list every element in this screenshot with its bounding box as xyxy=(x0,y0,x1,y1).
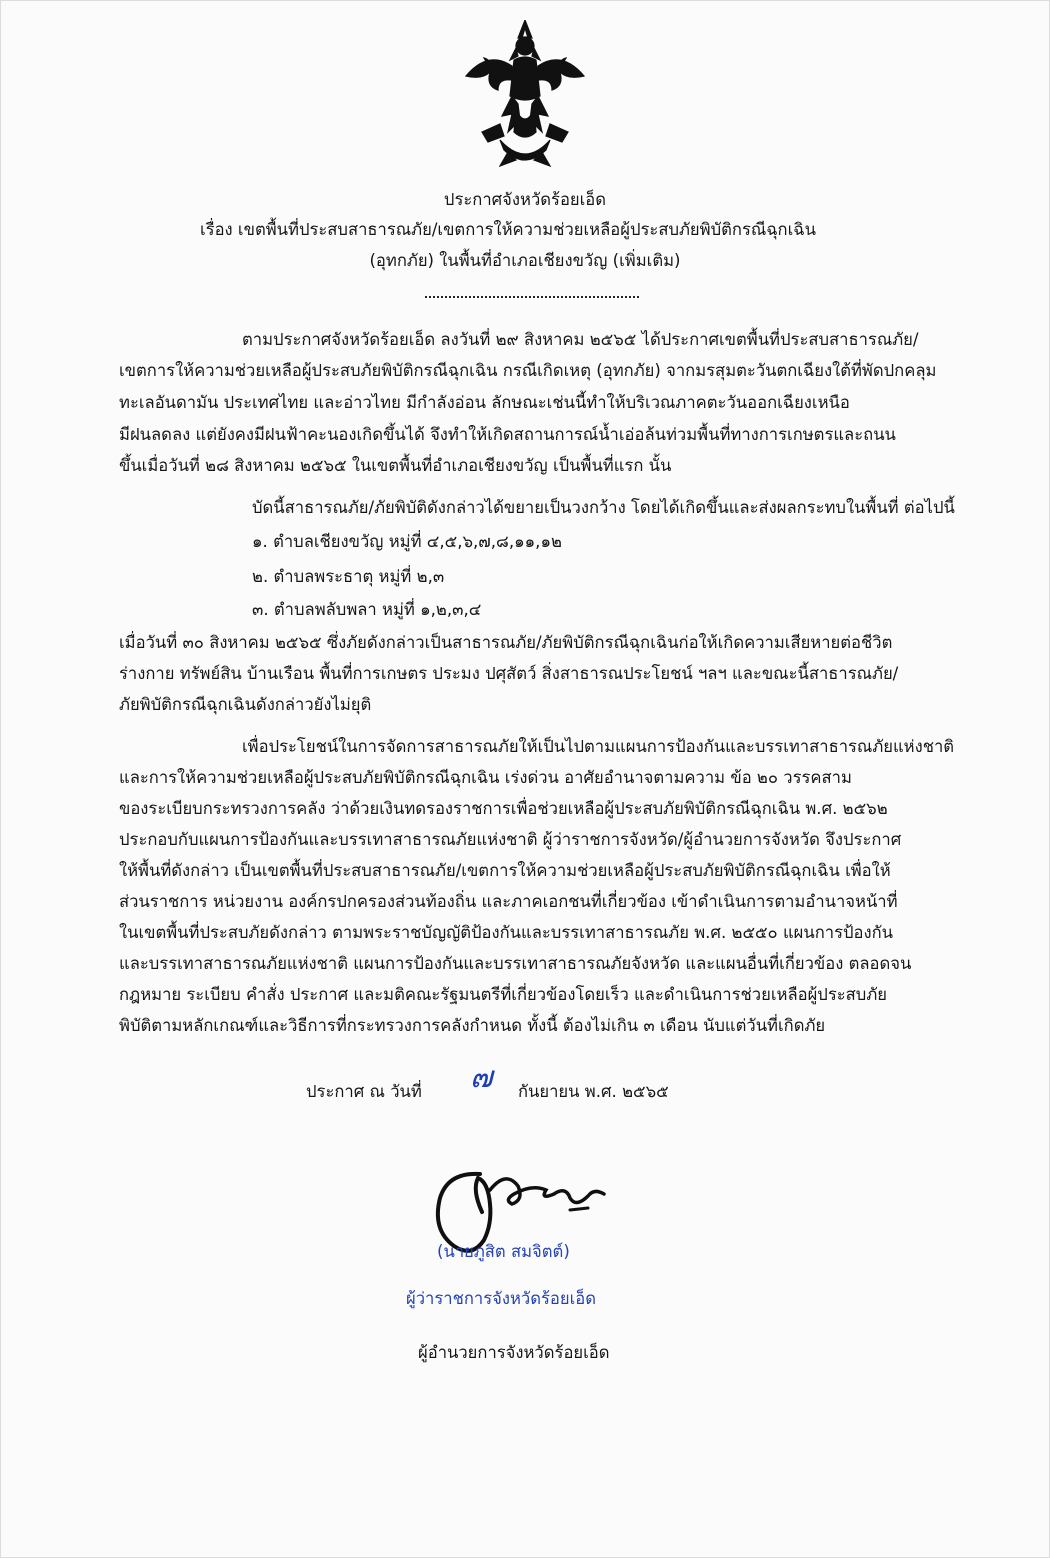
para3-line: ประกอบกับแผนการป้องกันและบรรเทาสาธารณภัยแห่งชาติ ผู้ว่าราชการจังหวัด/ผู้อำนวยการจังหวัด จึงประกาศ xyxy=(119,830,902,849)
para1-line: ตามประกาศจังหวัดร้อยเอ็ด ลงวันที่ ๒๙ สิงหาคม ๒๕๖๕ ได้ประกาศเขตพื้นที่ประสบสาธารณภัย/ xyxy=(242,330,919,349)
divider xyxy=(425,296,639,298)
para1-line: ขึ้นเมื่อวันที่ ๒๘ สิงหาคม ๒๕๖๕ ในเขตพื้นที่อำเภอเชียงขวัญ เป็นพื้นที่แรก นั้น xyxy=(119,456,672,475)
date-suffix: กันยายน พ.ศ. ๒๕๖๕ xyxy=(518,1082,669,1101)
subject-line-2: (อุทกภัย) ในพื้นที่อำเภอเชียงขวัญ (เพิ่มเติม) xyxy=(369,251,681,270)
para1-line: ทะเลอันดามัน ประเทศไทย และอ่าวไทย มีกำลังอ่อน ลักษณะเช่นนี้ทำให้บริเวณภาคตะวันออกเฉียงเหนือ xyxy=(119,393,850,412)
para3-line: ของระเบียบกระทรวงการคลัง ว่าด้วยเงินทดรองราชการเพื่อช่วยเหลือผู้ประสบภัยพิบัติกรณีฉุกเฉิน พ.ศ. ๒๕๖๒ xyxy=(119,799,888,818)
signer-position: ผู้ว่าราชการจังหวัดร้อยเอ็ด xyxy=(406,1289,597,1308)
subject-line-1: เรื่อง เขตพื้นที่ประสบสาธารณภัย/เขตการให้ความช่วยเหลือผู้ประสบภัยพิบัติกรณีฉุกเฉิน xyxy=(200,220,816,239)
para1-line: เขตการให้ความช่วยเหลือผู้ประสบภัยพิบัติกรณีฉุกเฉิน กรณีเกิดเหตุ (อุทกภัย) จากมรสุมตะวันตกเฉียงใต้ที่พัดปกคลุม xyxy=(119,361,937,380)
para3-line: เพื่อประโยชน์ในการจัดการสาธารณภัยให้เป็นไปตามแผนการป้องกันและบรรเทาสาธารณภัยแห่งชาติ xyxy=(242,737,955,756)
para3-line: และบรรเทาสาธารณภัยแห่งชาติ แผนการป้องกันและบรรเทาสาธารณภัยจังหวัด และแผนอื่นที่เกี่ยวข้อง ตลอดจน xyxy=(119,954,912,973)
para3-line: และการให้ความช่วยเหลือผู้ประสบภัยพิบัติกรณีฉุกเฉิน เร่งด่วน อาศัยอำนาจตามความ ข้อ ๒๐ วรรคสาม xyxy=(119,768,852,787)
para3-line: ให้พื้นที่ดังกล่าว เป็นเขตพื้นที่ประสบสาธารณภัย/เขตการให้ความช่วยเหลือผู้ประสบภัยพิบัติกรณีฉุกเฉิน เพื่อให้ xyxy=(119,861,891,880)
para2-line: เมื่อวันที่ ๓๐ สิงหาคม ๒๕๖๕ ซึ่งภัยดังกล่าวเป็นสาธารณภัย/ภัยพิบัติกรณีฉุกเฉินก่อให้เกิดความเสียหายต่อชีวิต xyxy=(119,633,893,652)
para2-line: ภัยพิบัติกรณีฉุกเฉินดังกล่าวยังไม่ยุติ xyxy=(119,695,372,714)
date-prefix: ประกาศ ณ วันที่ xyxy=(306,1082,422,1101)
para1-line: มีฝนลดลง แต่ยังคงมีฝนฟ้าคะนองเกิดขึ้นได้ จึงทำให้เกิดสถานการณ์น้ำเอ่อล้นท่วมพื้นที่ทางการเกษตรและถนน xyxy=(119,425,896,444)
area-item: ๒. ตำบลพระธาตุ หมู่ที่ ๒,๓ xyxy=(252,567,445,586)
announcement-title: ประกาศจังหวัดร้อยเอ็ด xyxy=(443,190,607,209)
para3-line: กฎหมาย ระเบียบ คำสั่ง ประกาศ และมติคณะรัฐมนตรีที่เกี่ยวข้องโดยเร็ว และดำเนินการช่วยเหลือผู้ประสบภัย xyxy=(119,985,887,1004)
garuda-emblem-icon xyxy=(460,20,590,170)
para3-line: ในเขตพื้นที่ประสบภัยดังกล่าว ตามพระราชบัญญัติป้องกันและบรรเทาสาธารณภัย พ.ศ. ๒๕๕๐ แผนการป้องกัน xyxy=(119,923,893,942)
para3-line: พิบัติตามหลักเกณฑ์และวิธีการที่กระทรวงการคลังกำหนด ทั้งนี้ ต้องไม่เกิน ๓ เดือน นับแต่วันที่เกิดภัย xyxy=(119,1016,826,1035)
para2-intro: บัดนี้สาธารณภัย/ภัยพิบัติดังกล่าวได้ขยายเป็นวงกว้าง โดยได้เกิดขึ้นและส่งผลกระทบในพื้นที่ ต่อไปนี้ xyxy=(252,498,955,517)
signer-role: ผู้อำนวยการจังหวัดร้อยเอ็ด xyxy=(418,1343,610,1362)
date-day-handwritten: ๗ xyxy=(470,1060,493,1095)
area-item: ๓. ตำบลพลับพลา หมู่ที่ ๑,๒,๓,๔ xyxy=(252,600,482,619)
para2-line: ร่างกาย ทรัพย์สิน บ้านเรือน พื้นที่การเกษตร ประมง ปศุสัตว์ สิ่งสาธารณประโยชน์ ฯลฯ และขณะนี้สาธารณภัย/ xyxy=(119,664,899,683)
para3-line: ส่วนราชการ หน่วยงาน องค์กรปกครองส่วนท้องถิ่น และภาคเอกชนที่เกี่ยวข้อง เข้าดำเนินการตามอำนาจหน้าที่ xyxy=(119,892,898,911)
area-item: ๑. ตำบลเชียงขวัญ หมู่ที่ ๔,๕,๖,๗,๘,๑๑,๑๒ xyxy=(252,532,562,551)
signer-name: (นายภูสิต สมจิตต์) xyxy=(437,1242,570,1261)
